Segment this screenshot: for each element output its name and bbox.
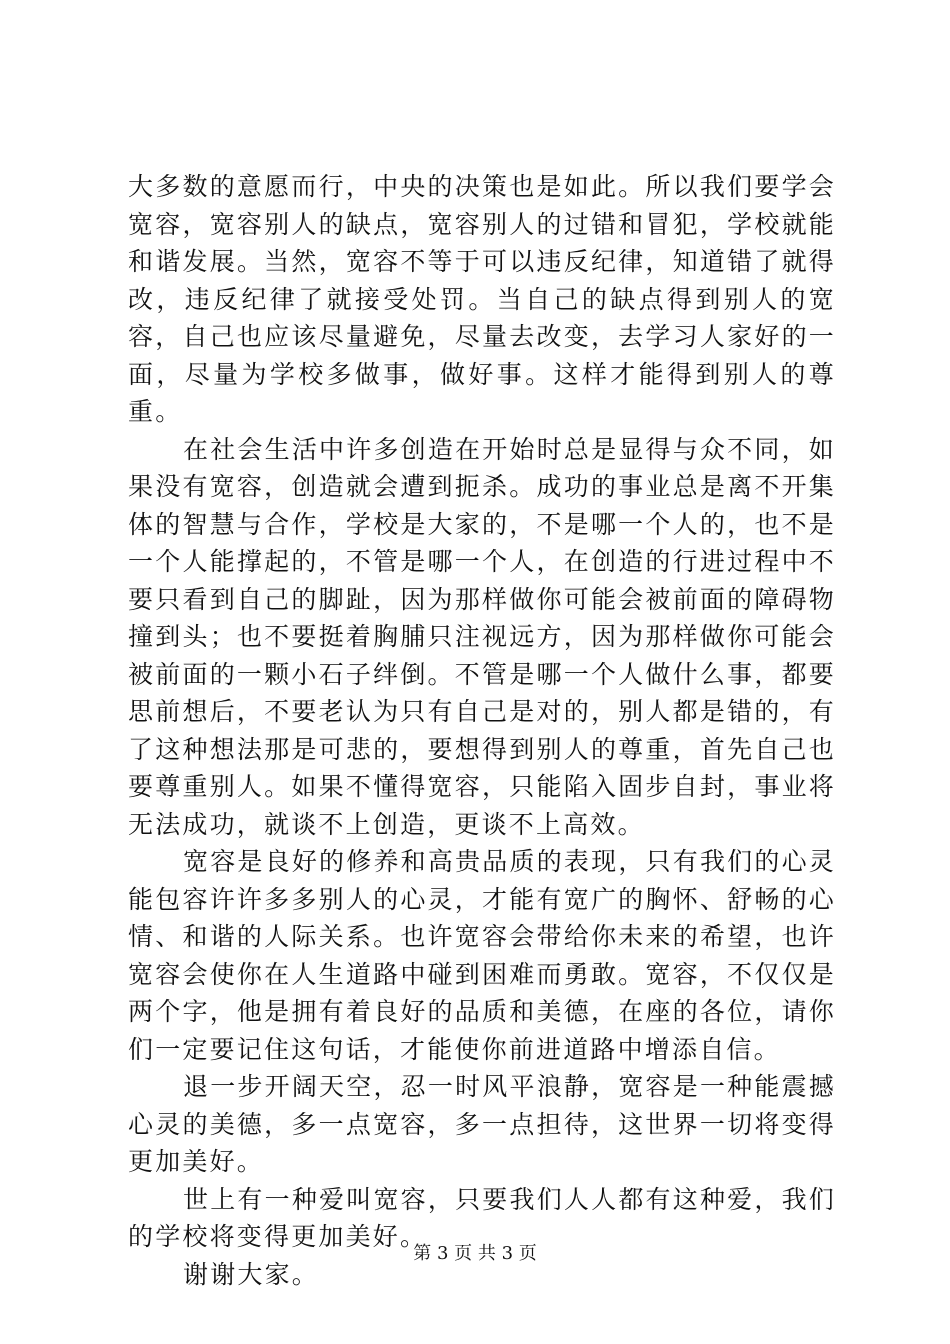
document-body	[128, 168, 836, 1293]
paragraph-love-tolerance: 世上有一种爱叫宽容，只要我们人人都有这种爱，我们的学校将变得更加美好。	[128, 1184, 836, 1251]
paragraph-creativity: 在社会生活中许多创造在开始时总是显得与众不同，如果没有宽容，创造就会遭到扼杀。成功的事业总是离不开集体的智慧与合作，学校是大家的，不是哪一个人的，也不是一个人能撑起的，不管是哪一个人，在创造的行进过程中不要只看到自己的脚趾，因为那样做你可能会被前面的障碍物撞到头；也不要挺着胸脯只注视远方，因为那样做你可能会被前面的一颗小石子绊倒。不管是哪一个人做什么事，都要思前想后，不要老认为只有自己是对的，别人都是错的，有了这种想法那是可悲的，要想得到别人的尊重，首先自己也要尊重别人。如果不懂得宽容，只能陷入固步自封，事业将无法成功，就谈不上创造，更谈不上高效。	[128, 434, 836, 839]
paragraph-thanks: 谢谢大家。	[183, 1259, 320, 1289]
page-footer: 第 3 页 共 3 页	[413, 1243, 537, 1264]
paragraph-continued: 大多数的意愿而行，中央的决策也是如此。所以我们要学会宽容，宽容别人的缺点，宽容别人的过错和冒犯，学校就能和谐发展。当然，宽容不等于可以违反纪律，知道错了就得改，违反纪律了就接受处罚。当自己的缺点得到别人的宽容，自己也应该尽量避免，尽量去改变，去学习人家好的一面，尽量为学校多做事，做好事。这样才能得到别人的尊重。	[128, 172, 836, 426]
paragraph-cultivation: 宽容是良好的修养和高贵品质的表现，只有我们的心灵能包容许许多多别人的心灵，才能有宽广的胸怀、舒畅的心情、和谐的人际关系。也许宽容会带给你未来的希望，也许宽容会使你在人生道路中碰到困难而勇敢。宽容，不仅仅是两个字，他是拥有着良好的品质和美德，在座的各位，请你们一定要记住这句话，才能使你前进道路中增添自信。	[128, 847, 836, 1064]
paragraph-step-back: 退一步开阔天空，忍一时风平浪静，宽容是一种能震撼心灵的美德，多一点宽容，多一点担待，这世界一切将变得更加美好。	[128, 1072, 836, 1176]
